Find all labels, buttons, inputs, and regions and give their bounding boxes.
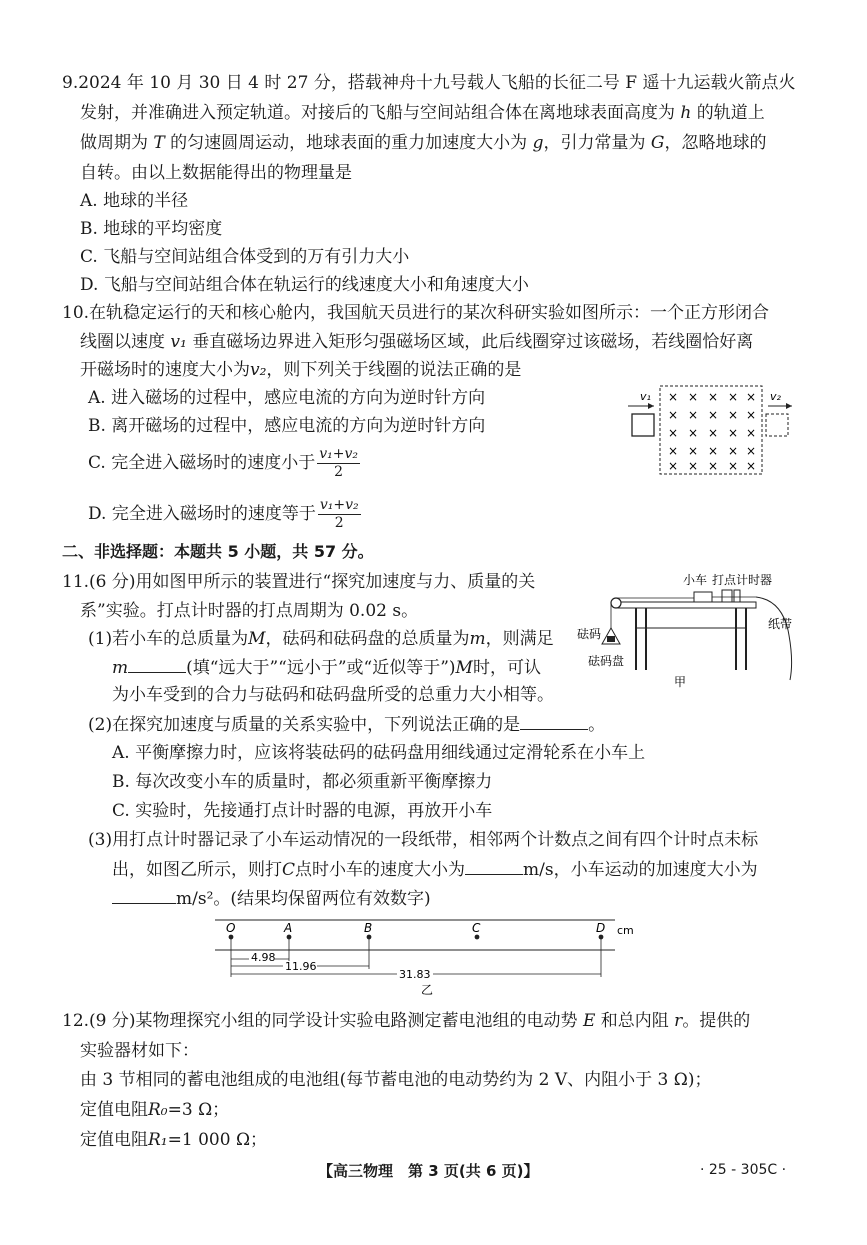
dim-label-OB: 11.96 <box>285 960 317 973</box>
q12-var-r: r <box>674 1011 683 1031</box>
field-cross: × <box>668 459 679 473</box>
field-cross: × <box>728 408 739 422</box>
tape-points <box>226 921 605 939</box>
field-cross: × <box>708 408 719 422</box>
q9-text-3d: ，忽略地球的 <box>664 133 767 153</box>
q12-text-1a: (9 分)某物理探究小组的同学设计实验电路测定蓄电池组的电动势 <box>89 1011 578 1031</box>
q9-text-1: 2024 年 10 月 30 日 4 时 27 分，搭载神舟十九号载人飞船的长征二号 F 遥十九运载火箭点火 <box>78 73 796 93</box>
q11-figure-tape <box>215 917 640 997</box>
q11-p1-text-b: ，砝码和砝码盘的总质量为 <box>265 629 470 649</box>
q9-option-d: D. 飞船与空间站组合体在轨运行的线速度大小和角速度大小 <box>80 275 529 295</box>
q10-magnetic-field-figure <box>622 384 798 480</box>
q10-var-v2: v₂ <box>250 360 267 380</box>
fig-v1-label: v₁ <box>640 390 651 403</box>
q10-line2 <box>80 331 753 353</box>
field-cross: × <box>688 426 699 440</box>
fig-timer <box>722 590 732 602</box>
field-cross: × <box>746 426 757 440</box>
q9-text-2b: 的轨道上 <box>696 103 765 123</box>
q10-option-a: A. 进入磁场的过程中，感应电流的方向为逆时针方向 <box>88 388 486 408</box>
tape-point-C <box>475 935 480 940</box>
q12-line2: 实验器材如下： <box>80 1041 199 1061</box>
fig-field-crosses <box>668 390 756 473</box>
frac-numerator: v₁+v₂ <box>319 446 358 462</box>
field-cross: × <box>708 390 719 404</box>
fig-caption-yi: 乙 <box>421 983 434 997</box>
q10-line3 <box>80 359 521 381</box>
q11-p2-option-c: C. 实验时，先接通打点计时器的电源，再放开小车 <box>112 801 493 821</box>
fig-label-tape: 纸带 <box>768 617 793 631</box>
field-cross: × <box>708 444 719 458</box>
q10-fraction-c <box>317 446 360 481</box>
q12-var-E: E <box>582 1011 596 1031</box>
q11-p2-option-b: B. 每次改变小车的质量时，都必须重新平衡摩擦力 <box>112 772 493 792</box>
q11-line2: 系”实验。打点计时器的打点周期为 0.02 s。 <box>80 601 419 621</box>
tape-label-A: A <box>284 921 293 935</box>
q10-option-c <box>88 444 360 482</box>
q11-var-m: m <box>112 658 129 678</box>
field-cross: × <box>728 426 739 440</box>
q10-option-c-text: C. 完全进入磁场时的速度小于 <box>88 453 316 473</box>
fig-v1-arrowhead <box>648 403 654 409</box>
field-cross: × <box>708 459 719 473</box>
q11-text-1: (6 分)用如图甲所示的装置进行“探究加速度与力、质量的关 <box>89 572 536 592</box>
q10-option-b: B. 离开磁场的过程中，感应电流的方向为逆时针方向 <box>88 416 486 436</box>
q11-p3-text-e: m/s²。(结果均保留两位有效数字) <box>176 889 431 909</box>
q12-var-R0: R₀ <box>148 1100 168 1120</box>
field-cross: × <box>668 408 679 422</box>
q11-p2-option-a: A. 平衡摩擦力时，应该将装砝码的砝码盘用细线通过定滑轮系在小车上 <box>112 743 646 763</box>
tape-label-O: O <box>226 921 236 935</box>
frac-numerator: v₁+v₂ <box>319 497 359 513</box>
q11-p3-blank-accel[interactable] <box>112 887 176 904</box>
q12-text-5a: 定值电阻 <box>80 1130 148 1150</box>
fig-table-top <box>616 602 756 608</box>
fig-weights <box>607 636 615 642</box>
field-cross: × <box>668 390 679 404</box>
q11-var-M: M <box>455 658 473 678</box>
q9-text-3a: 做周期为 <box>80 133 148 153</box>
frac-denominator: 2 <box>334 515 344 531</box>
fig-label-weights: 砝码 <box>577 627 602 641</box>
q10-fraction-d <box>318 497 361 532</box>
field-cross: × <box>746 390 757 404</box>
q11-p3-text-b: 出，如图乙所示，则打 <box>112 860 282 880</box>
q12-text-1c: 。提供的 <box>682 1011 751 1031</box>
q10-text-3b: ，则下列关于线圈的说法正确的是 <box>266 360 522 380</box>
q10-text-3a: 开磁场时的速度大小为 <box>80 360 250 380</box>
fig-paper-tape <box>756 597 792 680</box>
q11-p1-text-e: 时，可认 <box>472 658 541 678</box>
q11-p1-text-a: (1)若小车的总质量为 <box>88 629 249 649</box>
field-cross: × <box>746 408 757 422</box>
q11-p2-blank[interactable] <box>520 713 588 730</box>
q11-number: 11. <box>62 572 90 592</box>
fig-label-timer: 打点计时器 <box>712 573 773 587</box>
field-cross: × <box>746 459 757 473</box>
q11-p2-end: 。 <box>588 715 606 735</box>
q10-var-v1: v₁ <box>170 332 187 352</box>
q11-p3-line1: (3)用打点计时器记录了小车运动情况的一段纸带，相邻两个计数点之间有四个计时点未标 <box>88 830 759 850</box>
q9-line1 <box>62 72 795 94</box>
q9-option-b: B. 地球的平均密度 <box>80 219 223 239</box>
field-cross: × <box>688 444 699 458</box>
q10-number: 10. <box>62 303 90 323</box>
q10-text-2a: 线圈以速度 <box>80 332 165 352</box>
q11-var-M: M <box>248 629 266 649</box>
field-cross: × <box>688 408 699 422</box>
dim-label-OA: 4.98 <box>251 951 276 964</box>
frac-denominator: 2 <box>334 464 344 480</box>
q11-p3-text-c: 点时小车的速度大小为 <box>295 860 466 880</box>
tape-label-B: B <box>364 921 373 935</box>
fig-pulley <box>611 598 621 608</box>
field-cross: × <box>728 459 739 473</box>
q12-line5 <box>80 1129 267 1151</box>
fig-v2-arrowhead <box>786 403 792 409</box>
q9-number: 9. <box>62 73 79 93</box>
q12-text-4b: =3 Ω； <box>167 1100 230 1120</box>
q11-p3-blank-velocity[interactable] <box>465 858 523 875</box>
q10-option-d <box>88 495 361 533</box>
q11-p1-line1 <box>88 628 554 650</box>
fig-label-pan: 砝码盘 <box>588 654 625 668</box>
section-heading: 二、非选择题：本题共 5 小题，共 57 分。 <box>62 542 374 561</box>
q9-line3 <box>80 132 766 154</box>
q11-figure-apparatus <box>576 570 816 692</box>
q9-option-a: A. 地球的半径 <box>80 191 189 211</box>
tape-label-C: C <box>472 921 481 935</box>
q9-line2 <box>80 102 765 124</box>
q9-var-T: T <box>153 133 165 153</box>
q11-p1-blank[interactable] <box>128 656 186 673</box>
field-cross: × <box>728 390 739 404</box>
fig-car <box>694 592 712 602</box>
q10-option-d-text: D. 完全进入磁场时的速度等于 <box>88 504 316 524</box>
field-cross: × <box>688 390 699 404</box>
q11-p3-line3 <box>112 887 431 910</box>
field-cross: × <box>668 444 679 458</box>
fig-coil-leaving <box>766 414 788 436</box>
dim-label-OD: 31.83 <box>399 968 431 981</box>
q12-var-R1: R₁ <box>148 1130 168 1150</box>
q11-p1-text-c: ，则满足 <box>485 629 554 649</box>
q12-line1 <box>62 1010 750 1032</box>
q12-text-1b: 和总内阻 <box>600 1011 669 1031</box>
q12-number: 12. <box>62 1011 90 1031</box>
q9-var-g: g <box>532 133 544 153</box>
fig-timer-post <box>734 590 740 602</box>
q11-var-m: m <box>469 629 486 649</box>
fig-caption-jia: 甲 <box>674 675 687 689</box>
q10-text-2b: 垂直磁场边界进入矩形匀强磁场区域，此后线圈穿过该磁场，若线圈恰好离 <box>192 332 754 352</box>
field-cross: × <box>728 444 739 458</box>
q9-option-c: C. 飞船与空间站组合体受到的万有引力大小 <box>80 247 410 267</box>
q11-p2 <box>88 713 605 736</box>
q11-p3-line2 <box>112 858 758 881</box>
field-cross: × <box>668 426 679 440</box>
q12-text-5b: =1 000 Ω； <box>167 1130 268 1150</box>
q12-text-4a: 定值电阻 <box>80 1100 148 1120</box>
q11-line1 <box>62 571 535 593</box>
q9-var-G: G <box>650 133 665 153</box>
page-footer-title: 【高三物理 第 3 页(共 6 页)】 <box>318 1162 539 1180</box>
q9-text-3c: ，引力常量为 <box>543 133 646 153</box>
fig-v2-label: v₂ <box>770 390 781 403</box>
q11-var-C: C <box>282 860 296 880</box>
q11-p2-text: (2)在探究加速度与质量的关系实验中，下列说法正确的是 <box>88 715 521 735</box>
tape-unit: cm <box>617 924 634 937</box>
q12-line3: 由 3 节相同的蓄电池组成的电池组(每节蓄电池的电动势约为 2 V、内阻小于 3 Ω)； <box>80 1070 712 1090</box>
q9-var-h: h <box>680 103 692 123</box>
q11-p1-line2 <box>112 656 541 679</box>
fig-label-car: 小车 <box>683 573 708 587</box>
page-footer-code: · 25 - 305C · <box>700 1162 787 1178</box>
q12-line4 <box>80 1099 229 1121</box>
q9-text-3b: 的匀速圆周运动，地球表面的重力加速度大小为 <box>170 133 528 153</box>
q11-p3-text-d: m/s，小车运动的加速度大小为 <box>523 860 758 880</box>
q11-p1-text-d: (填“远大于”“远小于”或“近似等于”) <box>186 658 456 678</box>
field-cross: × <box>746 444 757 458</box>
q11-p1-line3: 为小车受到的合力与砝码和砝码盘所受的总重力大小相等。 <box>112 685 554 705</box>
field-cross: × <box>708 426 719 440</box>
q10-text-1: 在轨稳定运行的天和核心舱内，我国航天员进行的某次科研实验如图所示：一个正方形闭合 <box>89 303 770 323</box>
field-cross: × <box>688 459 699 473</box>
q10-line1 <box>62 302 769 324</box>
q9-line4: 自转。由以上数据能得出的物理量是 <box>80 163 352 183</box>
q9-text-2a: 发射，并准确进入预定轨道。对接后的飞船与空间站组合体在离地球表面高度为 <box>80 103 675 123</box>
tape-label-D: D <box>596 921 606 935</box>
fig-coil-entering <box>632 414 654 436</box>
